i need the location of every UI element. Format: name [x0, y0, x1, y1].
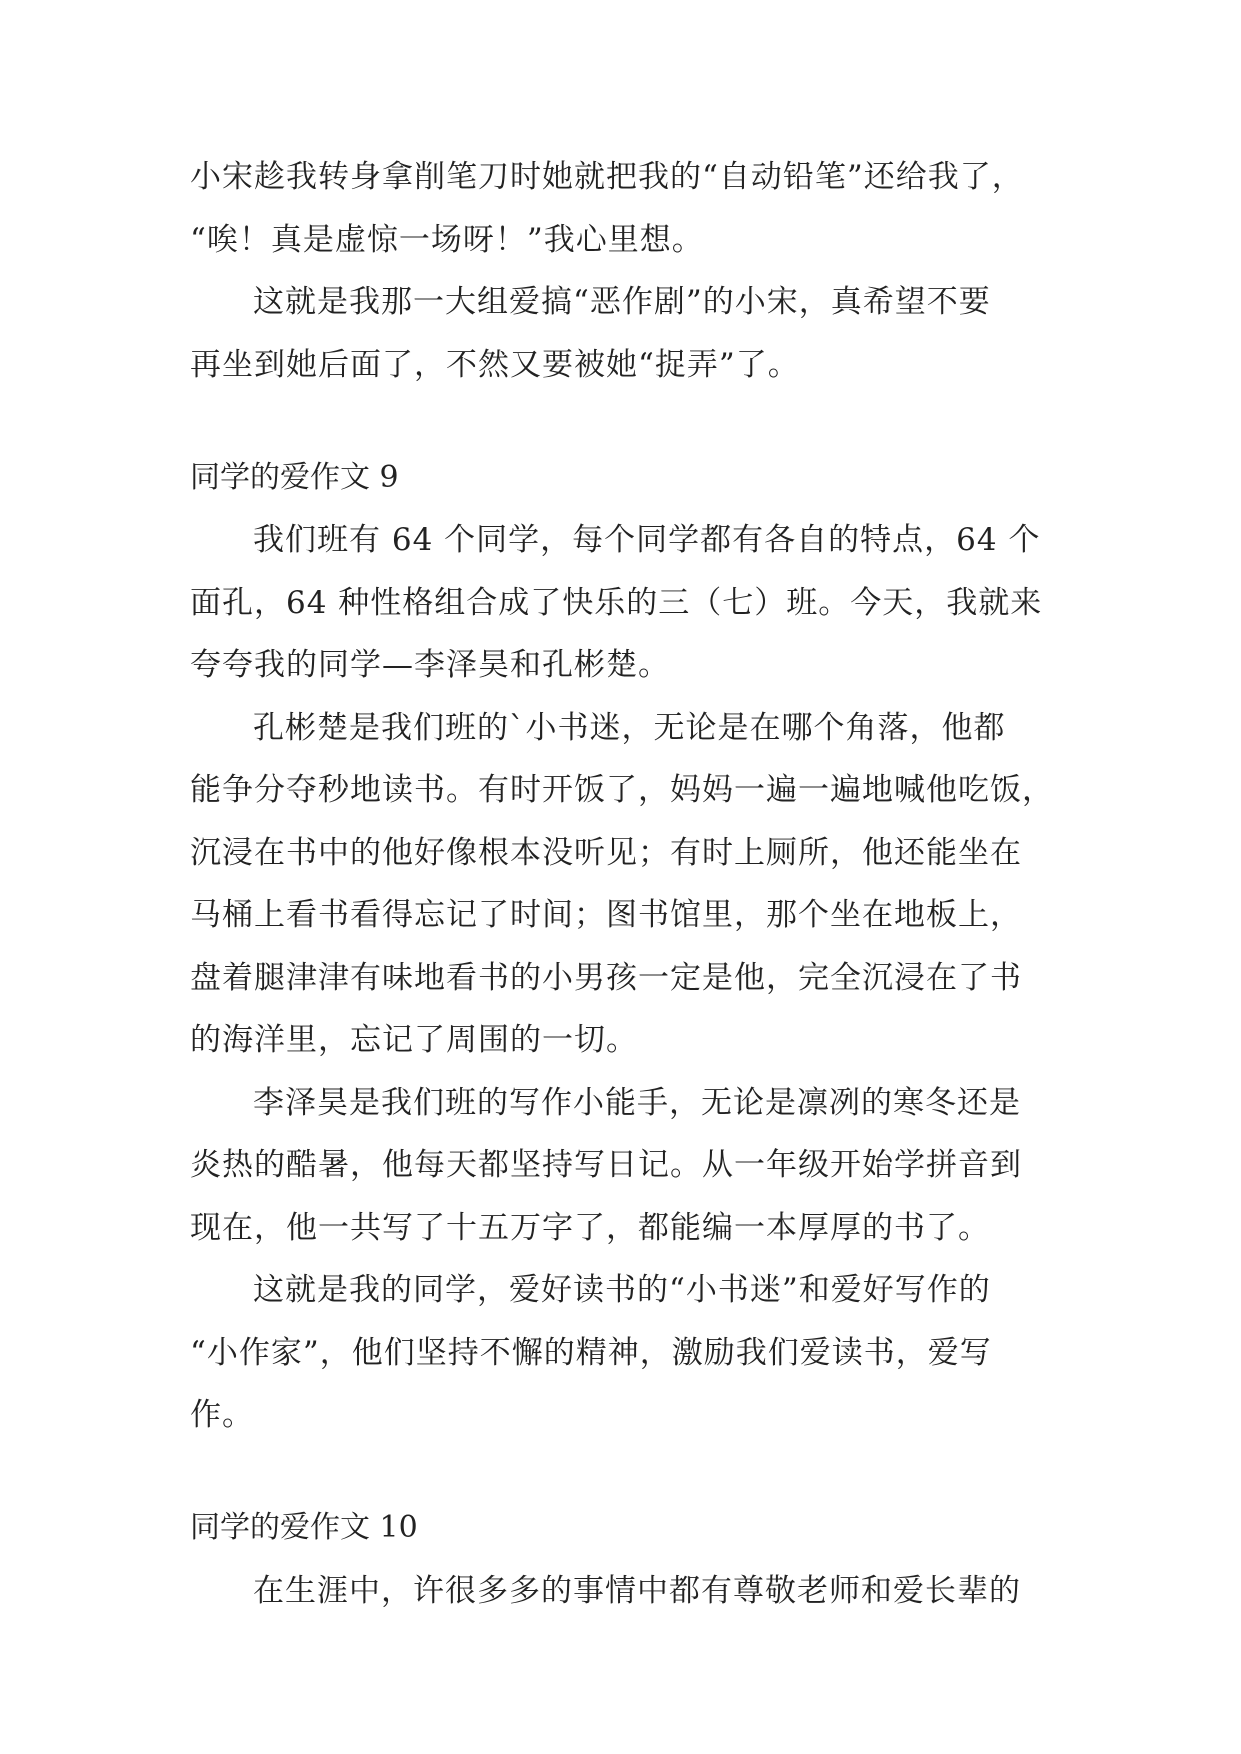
paragraph-line: 在生涯中，许很多多的事情中都有尊敬老师和爱长辈的	[253, 1573, 1021, 1609]
paragraph-line: 现在，他一共写了十五万字了，都能编一本厚厚的书了。	[190, 1210, 990, 1246]
paragraph-line: 我们班有 64 个同学，每个同学都有各自的特点，64 个	[253, 522, 1041, 558]
paragraph-line: 的海洋里，忘记了周围的一切。	[190, 1022, 638, 1058]
paragraph-line: 这就是我的同学，爱好读书的“小书迷”和爱好写作的	[253, 1272, 991, 1308]
paragraph-line: 李泽昊是我们班的写作小能手，无论是凛冽的寒冬还是	[253, 1085, 1021, 1121]
section-heading: 同学的爱作文 9	[190, 460, 399, 495]
paragraph-line: 炎热的酷暑，他每天都坚持写日记。从一年级开始学拼音到	[190, 1147, 1022, 1183]
paragraph-line: 孔彬楚是我们班的`小书迷，无论是在哪个角落，他都	[253, 710, 1006, 746]
paragraph-line: 这就是我那一大组爱搞“恶作剧”的小宋，真希望不要	[253, 284, 991, 320]
paragraph-line: “小作家”，他们坚持不懈的精神，激励我们爱读书，爱写	[190, 1335, 992, 1371]
paragraph-line: 再坐到她后面了，不然又要被她“捉弄”了。	[190, 347, 800, 383]
paragraph-line: 能争分夺秒地读书。有时开饭了，妈妈一遍一遍地喊他吃饭，	[190, 772, 1054, 808]
paragraph-line: 沉浸在书中的他好像根本没听见；有时上厕所，他还能坐在	[190, 835, 1022, 871]
paragraph-line: 面孔，64 种性格组合成了快乐的三（七）班。今天，我就来	[190, 585, 1043, 621]
paragraph-line: 小宋趁我转身拿削笔刀时她就把我的“自动铅笔”还给我了，	[190, 159, 1024, 195]
paragraph-line: 夸夸我的同学—李泽昊和孔彬楚。	[190, 647, 670, 683]
paragraph-line: “唉！真是虚惊一场呀！”我心里想。	[190, 222, 704, 258]
section-heading: 同学的爱作文 10	[190, 1510, 418, 1545]
paragraph-line: 马桶上看书看得忘记了时间；图书馆里，那个坐在地板上，	[190, 897, 1022, 933]
paragraph-line: 盘着腿津津有味地看书的小男孩一定是他，完全沉浸在了书	[190, 960, 1022, 996]
paragraph-line: 作。	[190, 1397, 254, 1433]
